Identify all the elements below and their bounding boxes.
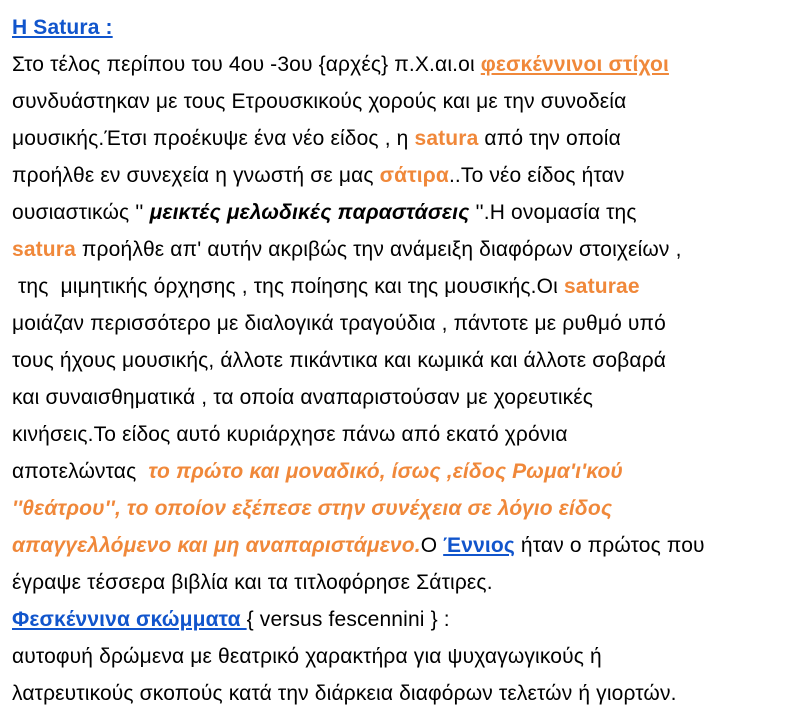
text-run: Στο τέλος περίπου του 4ου -3ου {αρχές} π.Χ.αι.οι bbox=[12, 53, 481, 76]
text-run: κινήσεις.Το είδος αυτό κυριάρχησε πάνω από εκατό χρόνια bbox=[12, 423, 568, 446]
highlight-roman-theatre-cont: ''θεάτρου'', το οποίον εξέπεσε στην συνέχεια σε λόγιο είδος bbox=[12, 497, 613, 520]
text-run: μοιάζαν περισσότερο με διαλογικά τραγούδια , πάντοτε με ρυθμό υπό bbox=[12, 312, 667, 335]
paragraph-line bbox=[12, 268, 792, 305]
paragraph-line bbox=[12, 453, 792, 490]
text-run: { versus fescennini } : bbox=[246, 608, 450, 631]
highlight-satura: satura bbox=[12, 238, 76, 261]
text-run: έγραψε τέσσερα βιβλία και τα τιτλοφόρησε Σάτιρες. bbox=[12, 571, 493, 594]
highlight-satura: satura bbox=[414, 127, 479, 150]
paragraph-line bbox=[12, 416, 792, 453]
text-run: από την οποία bbox=[478, 127, 621, 150]
text-run: μουσικής.Έτσι προέκυψε ένα νέο είδος , η bbox=[12, 127, 415, 150]
paragraph-line bbox=[12, 564, 792, 601]
paragraph-line bbox=[12, 194, 792, 231]
paragraph-line bbox=[12, 527, 792, 564]
document-body bbox=[12, 9, 792, 712]
highlight-fescennine-verses: φεσκέννινοι στίχοι bbox=[480, 53, 669, 76]
link-fescennine-jests[interactable]: Φεσκέννινα σκώμματα bbox=[12, 608, 247, 631]
text-run: της μιμητικής όρχησης , της ποίησης και της μουσικής.Οι bbox=[12, 275, 564, 298]
paragraph-line bbox=[12, 342, 792, 379]
paragraph-line bbox=[12, 83, 792, 120]
paragraph-line bbox=[12, 305, 792, 342]
paragraph-line bbox=[12, 638, 792, 675]
text-run: συνδυάστηκαν με τους Ετρουσκικούς χορούς και με την συνοδεία bbox=[12, 90, 627, 113]
text-run: Ο bbox=[420, 534, 444, 557]
paragraph-line bbox=[12, 675, 792, 712]
paragraph-line bbox=[12, 46, 792, 83]
paragraph-line bbox=[12, 157, 792, 194]
subheading-fescennine-jests bbox=[12, 601, 792, 638]
text-run: ουσιαστικώς '' bbox=[12, 201, 150, 224]
highlight-recited: απαγγελλόμενο και μη αναπαριστάμενο. bbox=[12, 534, 421, 557]
paragraph-line bbox=[12, 120, 792, 157]
text-run: αυτοφυή δρώμενα με θεατρικό χαρακτήρα για ψυχαγωγικούς ή bbox=[12, 645, 602, 668]
heading-text: Η Satura : bbox=[12, 16, 113, 39]
highlight-satira: σάτιρα bbox=[379, 164, 449, 187]
link-ennius[interactable]: Έννιος bbox=[443, 534, 515, 557]
text-run: λατρευτικούς σκοπούς κατά την διάρκεια διαφόρων τελετών ή γιορτών. bbox=[12, 682, 677, 705]
emphasis-mixed-performances: μεικτές μελωδικές παραστάσεις bbox=[149, 201, 470, 224]
text-run: προήλθε εν συνεχεία η γνωστή σε μας bbox=[12, 164, 380, 187]
paragraph-line bbox=[12, 490, 792, 527]
paragraph-line bbox=[12, 379, 792, 416]
text-run: τους ήχους μουσικής, άλλοτε πικάντικα και κωμικά και άλλοτε σοβαρά bbox=[12, 349, 667, 372]
text-run: ''.Η ονομασία της bbox=[469, 201, 637, 224]
text-run: προήλθε απ' αυτήν ακριβώς την ανάμειξη διαφόρων στοιχείων , bbox=[75, 238, 682, 261]
text-run: και συναισθηματικά , τα οποία αναπαριστούσαν με χορευτικές bbox=[12, 386, 594, 409]
text-run: αποτελώντας bbox=[12, 460, 149, 483]
highlight-saturae: saturae bbox=[563, 275, 640, 298]
text-run: ήταν ο πρώτος που bbox=[514, 534, 705, 557]
paragraph-line bbox=[12, 231, 792, 268]
text-run: ..Το νέο είδος ήταν bbox=[448, 164, 625, 187]
highlight-roman-theatre: το πρώτο και μοναδικό, ίσως ,είδος Ρωμα'ι'κού bbox=[148, 460, 624, 483]
heading-satura bbox=[12, 9, 792, 46]
